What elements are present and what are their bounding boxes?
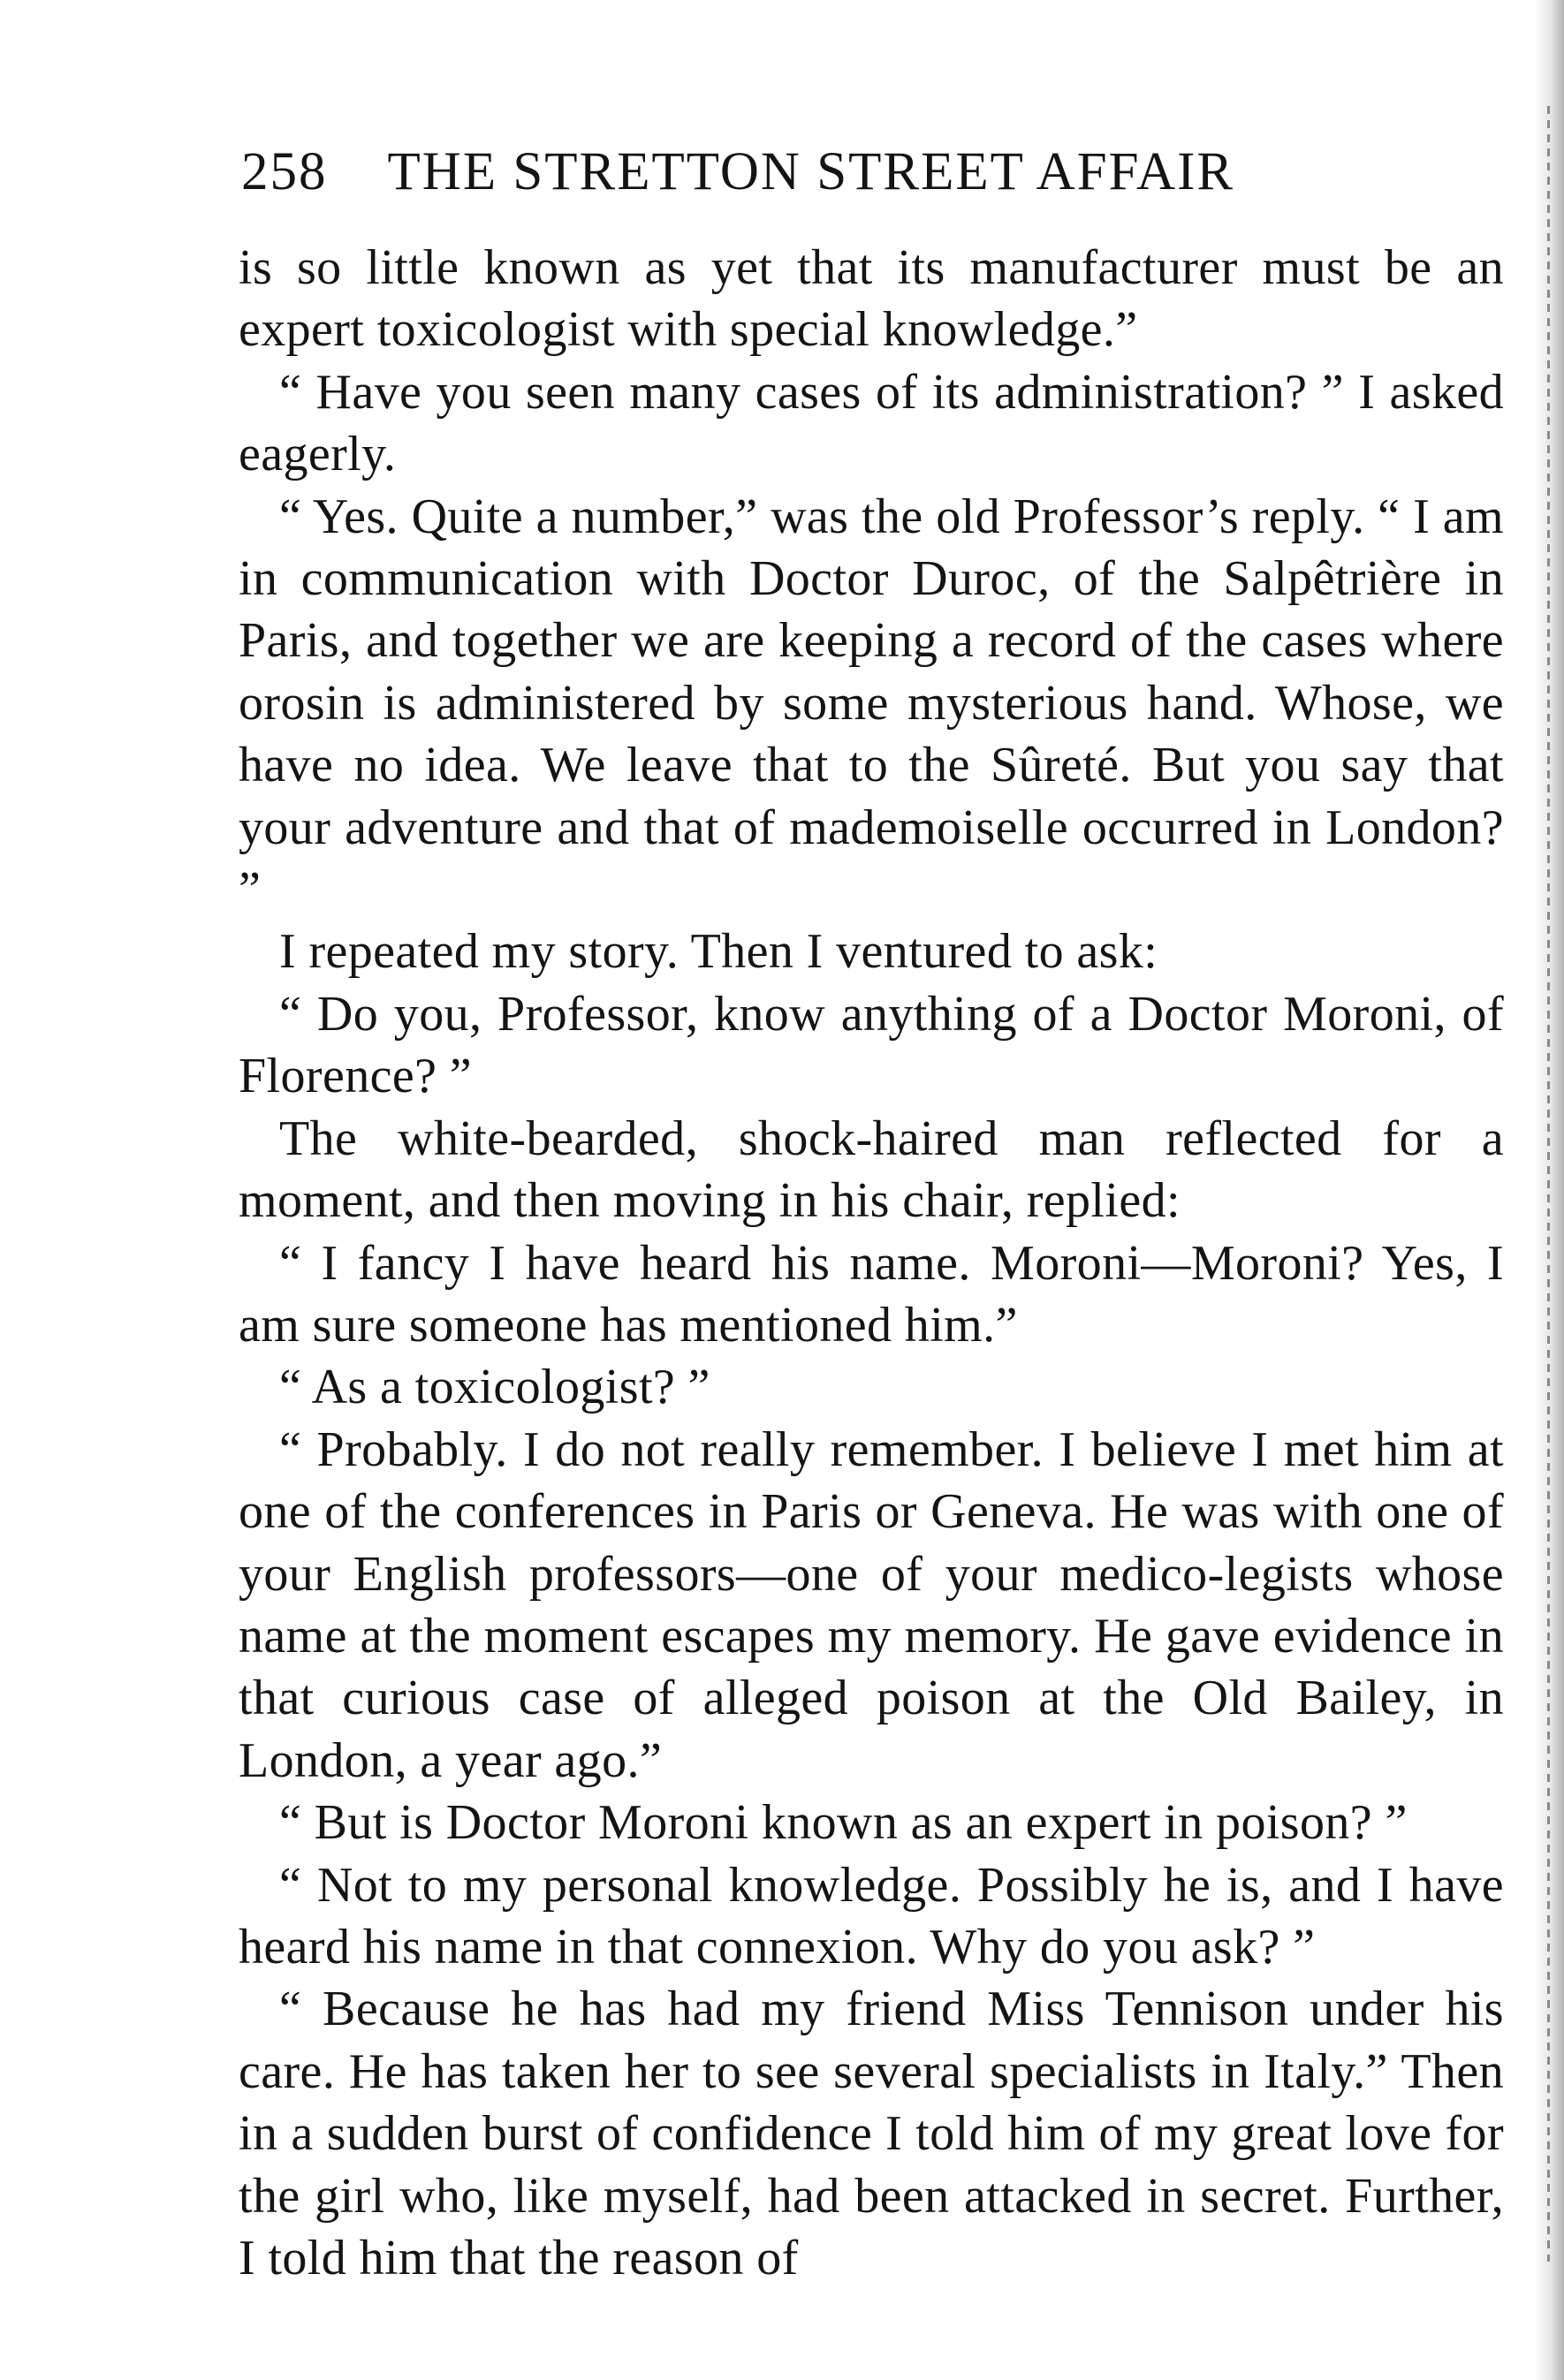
paragraph-continued: is so little known as yet that its manufacturer must be an expert toxicologist with special knowledge.” xyxy=(239,240,1504,358)
paragraph: “ But is Doctor Moroni known as an expert in poison? ” xyxy=(279,1795,1408,1851)
page-number: 258 xyxy=(241,142,328,201)
paragraph: The white-bearded, shock-haired man reflected for a moment, and then moving in his chair, replied: xyxy=(239,1110,1504,1229)
paragraph: “ Have you seen many cases of its administration? ” I asked eagerly. xyxy=(239,364,1504,482)
paragraph: “ Probably. I do not really remember. I believe I met him at one of the conferences in Paris or Geneva. He was with one of your English professors—one of your medico-legists whose name at the moment escapes my memory. He gave evidence in that curious case of alleged poison at the Old Bailey, in London, a year ago.” xyxy=(239,1421,1504,1788)
running-title: THE STRETTON STREET AFFAIR xyxy=(387,142,1235,201)
paragraph: “ Not to my personal knowledge. Possibly he is, and I have heard his name in that connexion. Why do you ask? ” xyxy=(239,1857,1504,1974)
body-text xyxy=(239,237,1504,2289)
page-edge-line xyxy=(1547,106,1550,2262)
paragraph: “ As a toxicologist? ” xyxy=(279,1360,710,1415)
paragraph: I repeated my story. Then I ventured to ask: xyxy=(279,924,1158,980)
paragraph: “ I fancy I have heard his name. Moroni—Moroni? Yes, I am sure someone has mentioned him.” xyxy=(239,1235,1504,1353)
paragraph: “ Because he has had my friend Miss Tennison under his care. He has taken her to see several specialists in Italy.” Then in a sudden burst of confidence I told him of my great love for the girl who, like myself, had been attacked in secret. Further, I told him that the reason of xyxy=(239,1982,1504,2285)
paragraph: “ Do you, Professor, know anything of a Doctor Moroni, of Florence? ” xyxy=(239,986,1504,1104)
running-head xyxy=(241,141,1505,203)
paragraph: “ Yes. Quite a number,” was the old Professor’s reply. “ I am in communication with Doctor Duroc, of the Salpêtrière in Paris, and together we are keeping a record of the cases where orosin is administered by some mysterious hand. Whose, we have no idea. We leave that to the Sûreté. But you say that your adventure and that of mademoiselle occurred in London? ” xyxy=(239,489,1504,918)
